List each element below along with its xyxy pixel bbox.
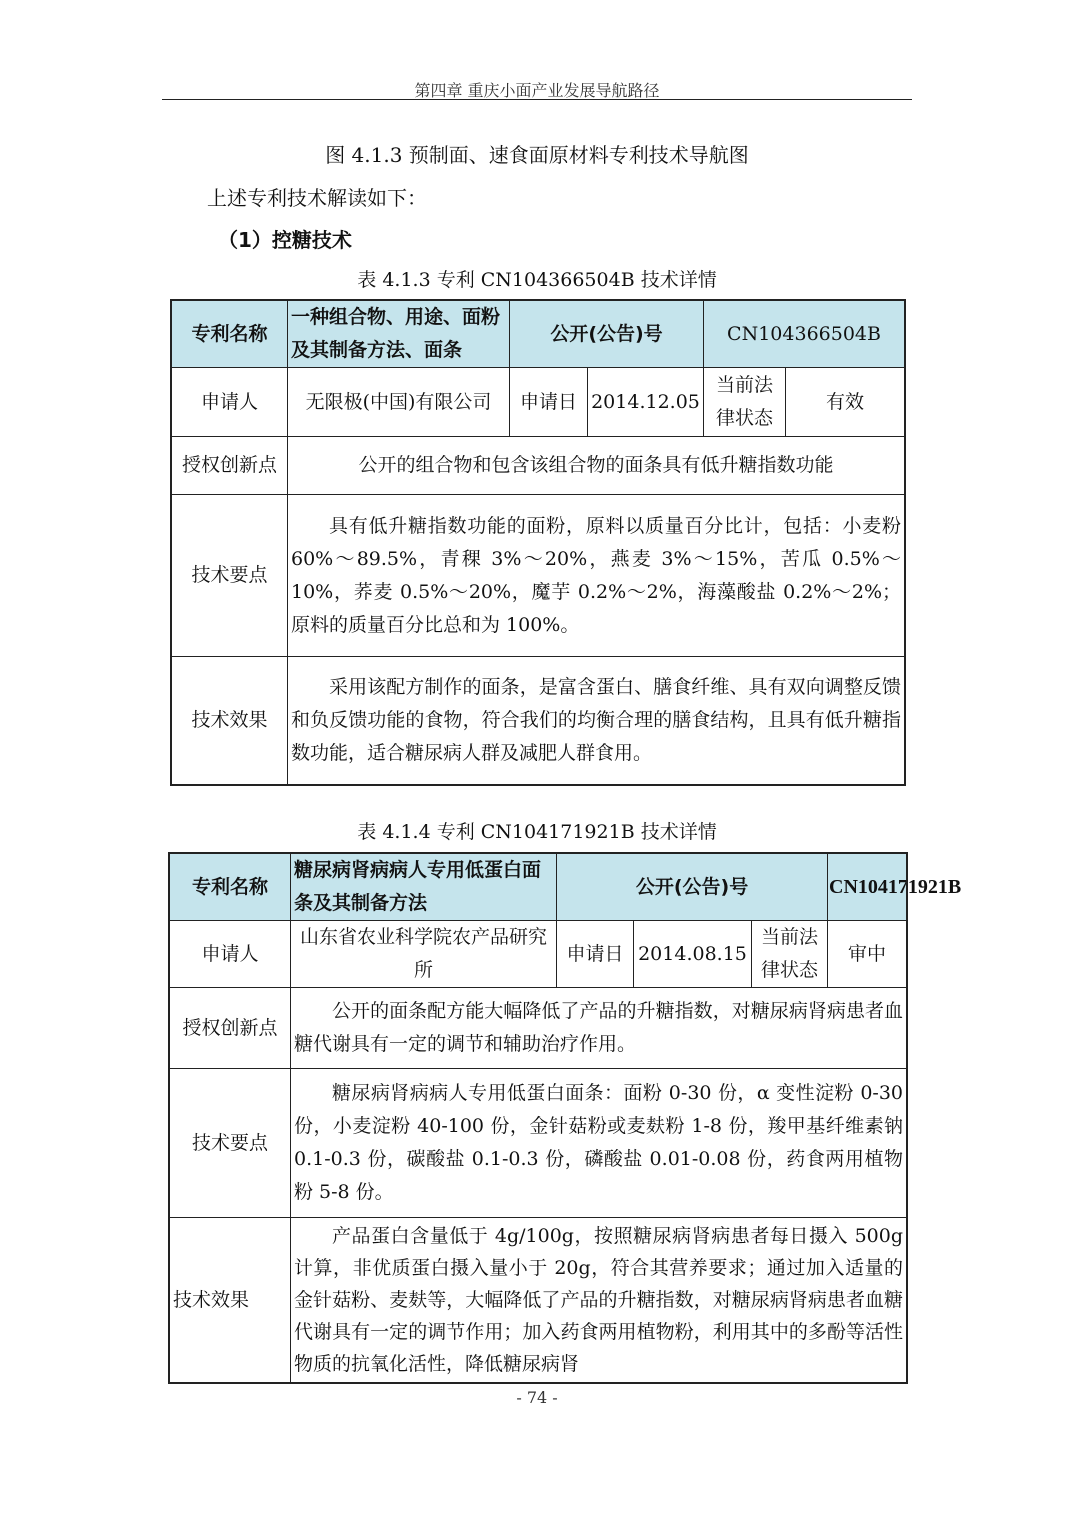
page-number: - 74 - — [516, 1388, 558, 1407]
pub-number: CN104171921B — [828, 854, 907, 921]
status-label: 当前法律状态 — [704, 368, 786, 437]
table-caption: 表 4.1.4 专利 CN104171921B 技术详情 — [357, 821, 717, 843]
effect-text: 产品蛋白含量低于 4g/100g，按照糖尿病肾病患者每日摄入 500g 计算，非优质蛋白摄入量小于 20g，符合其营养要求；通过加入适量的金针菇粉、麦麸等，大幅降低了产品的升糖指数，对糖尿病肾病患者血糖代谢具有一定的调节作用；加入药食两用植物粉，利用其中的多酚等活性物质的抗氧化活性，降低糖尿病肾 — [291, 1218, 907, 1383]
patent-name: 一种组合物、用途、面粉及其制备方法、面条 — [288, 301, 510, 368]
keypoints-text: 具有低升糖指数功能的面粉，原料以质量百分比计，包括：小麦粉 60%～89.5%，青稞 3%～20%，燕麦 3%～15%，苦瓜 0.5%～10%，荞麦 0.5%～20%，魔芋 0.2%～2%，海藻酸盐 0.2%～2%；原料的质量百分比总和为 100%。 — [288, 495, 905, 657]
applicant: 无限极(中国)有限公司 — [288, 368, 510, 437]
table-row — [170, 1069, 907, 1218]
table-row — [170, 988, 907, 1069]
status-label: 当前法律状态 — [752, 921, 828, 988]
effect-label: 技术效果 — [172, 657, 288, 785]
keypoints-label: 技术要点 — [172, 495, 288, 657]
pub-label: 公开(公告)号 — [510, 301, 704, 368]
applicant-label: 申请人 — [170, 921, 291, 988]
patent-table — [169, 853, 962, 1383]
keypoints-label: 技术要点 — [170, 1069, 291, 1218]
intro-paragraph: 上述专利技术解读如下： — [207, 186, 427, 210]
application-date: 2014.08.15 — [634, 921, 752, 988]
date-label: 申请日 — [557, 921, 634, 988]
table-row — [172, 437, 905, 495]
pub-label: 公开(公告)号 — [557, 854, 828, 921]
table-row — [172, 657, 905, 785]
innovation-label: 授权创新点 — [170, 988, 291, 1069]
patent-name: 糖尿病肾病病人专用低蛋白面条及其制备方法 — [291, 854, 557, 921]
table-row — [170, 1218, 907, 1383]
name-label: 专利名称 — [170, 854, 291, 921]
table-row — [172, 495, 905, 657]
date-label: 申请日 — [510, 368, 588, 437]
effect-text: 采用该配方制作的面条，是富含蛋白、膳食纤维、具有双向调整反馈和负反馈功能的食物，符合我们的均衡合理的膳食结构，且具有低升糖指数功能，适合糖尿病人群及减肥人群食用。 — [288, 657, 905, 785]
applicant: 山东省农业科学院农产品研究所 — [291, 921, 557, 988]
pub-number: CN104366504B — [704, 301, 905, 368]
figure-caption: 图 4.1.3 预制面、速食面原材料专利技术导航图 — [325, 143, 749, 167]
patent-table — [171, 300, 905, 785]
legal-status: 审中 — [828, 921, 907, 988]
innovation-label: 授权创新点 — [172, 437, 288, 495]
innovation-text: 公开的组合物和包含该组合物的面条具有低升糖指数功能 — [288, 437, 905, 495]
table-row — [172, 368, 905, 437]
table-caption: 表 4.1.3 专利 CN104366504B 技术详情 — [357, 269, 717, 291]
table-row — [172, 301, 905, 368]
application-date: 2014.12.05 — [588, 368, 704, 437]
table-row — [170, 854, 907, 921]
keypoints-text: 糖尿病肾病病人专用低蛋白面条：面粉 0-30 份，α 变性淀粉 0-30 份，小麦淀粉 40-100 份，金针菇粉或麦麸粉 1-8 份，羧甲基纤维素钠 0.1-0.3 份，碳酸盐 0.1-0.3 份，磷酸盐 0.01-0.08 份，药食两用植物粉 5-8 份。 — [291, 1069, 907, 1218]
name-label: 专利名称 — [172, 301, 288, 368]
table-row — [170, 921, 907, 988]
applicant-label: 申请人 — [172, 368, 288, 437]
effect-label: 技术效果 — [170, 1218, 291, 1383]
legal-status: 有效 — [786, 368, 905, 437]
header-rule — [162, 99, 912, 100]
section-title: （1）控糖技术 — [218, 228, 352, 252]
running-header: 第四章 重庆小面产业发展导航路径 — [414, 81, 660, 100]
innovation-text: 公开的面条配方能大幅降低了产品的升糖指数，对糖尿病肾病患者血糖代谢具有一定的调节和辅助治疗作用。 — [291, 988, 907, 1069]
